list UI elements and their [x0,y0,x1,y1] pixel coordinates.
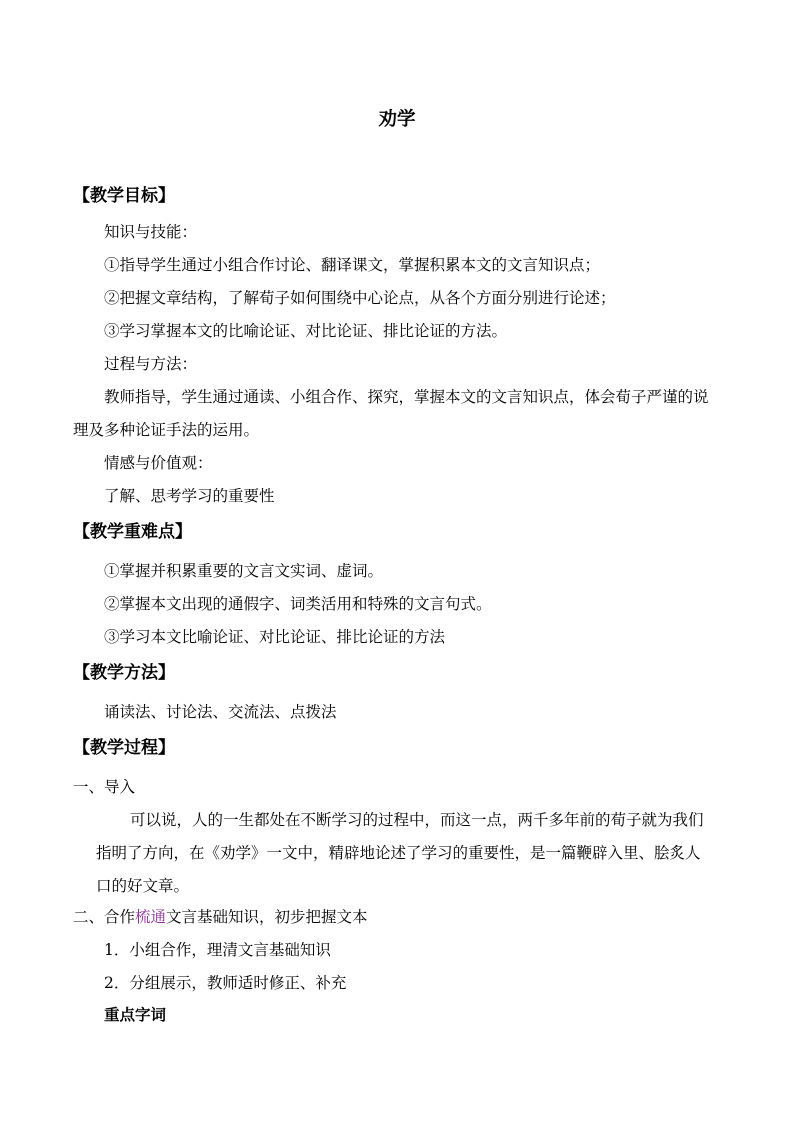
process-text-line-2: 理及多种论证手法的运用。 [73,421,260,439]
methods-text: 诵读法、讨论法、交流法、点拨法 [104,703,337,721]
intro-line-3: 口的好文章。 [96,877,190,895]
process-text-line-1: 教师指导，学生通过通读、小组合作、探究，掌握本文的文言知识点，体会荀子严谨的说 [104,388,709,406]
process-heading: 【教学过程】 [73,738,175,758]
key-words-label: 重点字词 [104,1005,167,1024]
intro-label: 一、导入 [73,778,136,796]
page-title: 劝学 [378,109,416,130]
objectives-heading: 【教学目标】 [73,186,175,206]
intro-line-2: 指明了方向，在《劝学》一文中，精辟地论述了学习的重要性，是一篇鞭辟入里、脍炙人 [96,844,701,862]
emotion-text: 了解、思考学习的重要性 [104,487,275,505]
methods-heading: 【教学方法】 [73,663,175,683]
section-2-heading [73,907,368,927]
section-2-prefix: 二、合作 [73,908,136,926]
knowledge-item-3: ③学习掌握本文的比喻论证、对比论证、排比论证的方法。 [104,322,508,340]
knowledge-item-2: ②把握文章结构，了解荀子如何围绕中心论点，从各个方面分别进行论述； [104,289,616,307]
section-2-highlight: 梳通 [135,908,167,926]
key-points-heading: 【教学重难点】 [73,522,192,542]
knowledge-label: 知识与技能： [104,223,198,241]
key-point-item-1: ①掌握并积累重要的文言文实词、虚词。 [104,562,384,580]
emotion-label: 情感与价值观： [104,454,213,472]
section-2-suffix: 文言基础知识，初步把握文本 [166,908,368,926]
intro-line-1: 可以说，人的一生都处在不断学习的过程中，而这一点，两千多年前的荀子就为我们 [130,811,704,829]
key-point-item-3: ③学习本文比喻论证、对比论证、排比论证的方法 [104,628,446,646]
knowledge-item-1: ①指导学生通过小组合作讨论、翻译课文，掌握积累本文的文言知识点； [104,256,601,274]
process-label: 过程与方法： [104,355,198,373]
key-point-item-2: ②掌握本文出现的通假字、词类活用和特殊的文言句式。 [104,595,492,613]
step-2: 2．分组展示，教师适时修正、补充 [104,974,347,992]
step-1: 1．小组合作，理清文言基础知识 [104,941,331,959]
